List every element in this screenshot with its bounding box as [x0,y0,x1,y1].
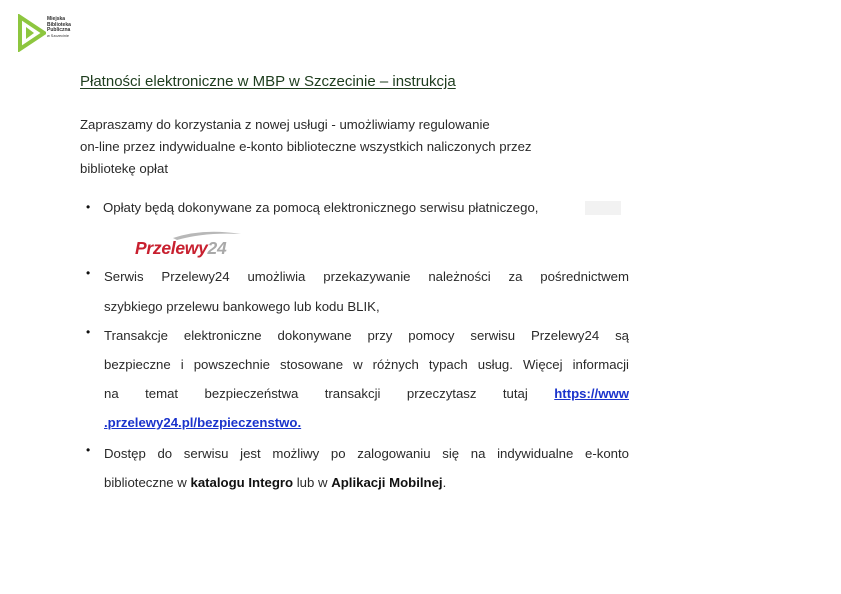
highlight-box [585,201,621,215]
intro-line: bibliotekę opłat [80,161,168,176]
bullet-security-line: bezpieczne i powszechnie stosowane w różnych typach usług. Więcej informacji [104,357,629,372]
security-link-continuation[interactable] [104,415,301,430]
mobile-app: Aplikacji Mobilnej [331,475,443,490]
security-link[interactable]: .przelewy24.pl/bezpieczenstwo. [104,415,302,430]
bullet-payments: Opłaty będą dokonywane za pomocą elektronicznego serwisu płatniczego, [103,200,539,215]
library-logo-text: Miejska Biblioteka Publiczna w Szczecinie [47,16,71,38]
bullet-icon: • [86,325,91,339]
intro-line: Zapraszamy do korzystania z nowej usługi - umożliwiamy regulowanie [80,117,490,132]
bullet-icon: • [86,443,91,457]
page-title: Płatności elektroniczne w MBP w Szczecinie – instrukcja [80,73,456,90]
bullet-access-line: Dostęp do serwisu jest możliwy po zalogowaniu się na indywidualne e-konto [104,446,629,461]
bullet-security-line: Transakcje elektroniczne dokonywane przy pomocy serwisu Przelewy24 są [104,328,629,343]
bullet-icon: • [86,200,91,214]
bullet-service-line: szybkiego przelewu bankowego lub kodu BLIK, [104,299,380,314]
intro-paragraph [80,114,600,180]
catalog-integro: katalogu Integro [190,475,294,490]
library-logo-icon [18,14,46,52]
bullet-access-line: biblioteczne w katalogu Integro lub w Aplikacji Mobilnej. [104,475,447,490]
security-link[interactable]: https://www [554,386,629,401]
intro-line: on-line przez indywidualne e-konto biblioteczne wszystkich naliczonych przez [80,139,532,154]
bullet-security-line: na temat bezpieczeństwa transakcji przeczytasz tutaj https://www [104,386,629,401]
bullet-icon: • [86,266,91,280]
library-logo[interactable] [18,14,88,54]
przelewy24-logo: Przelewy24 [133,228,243,262]
bullet-service-line: Serwis Przelewy24 umożliwia przekazywanie należności za pośrednictwem [104,269,629,284]
